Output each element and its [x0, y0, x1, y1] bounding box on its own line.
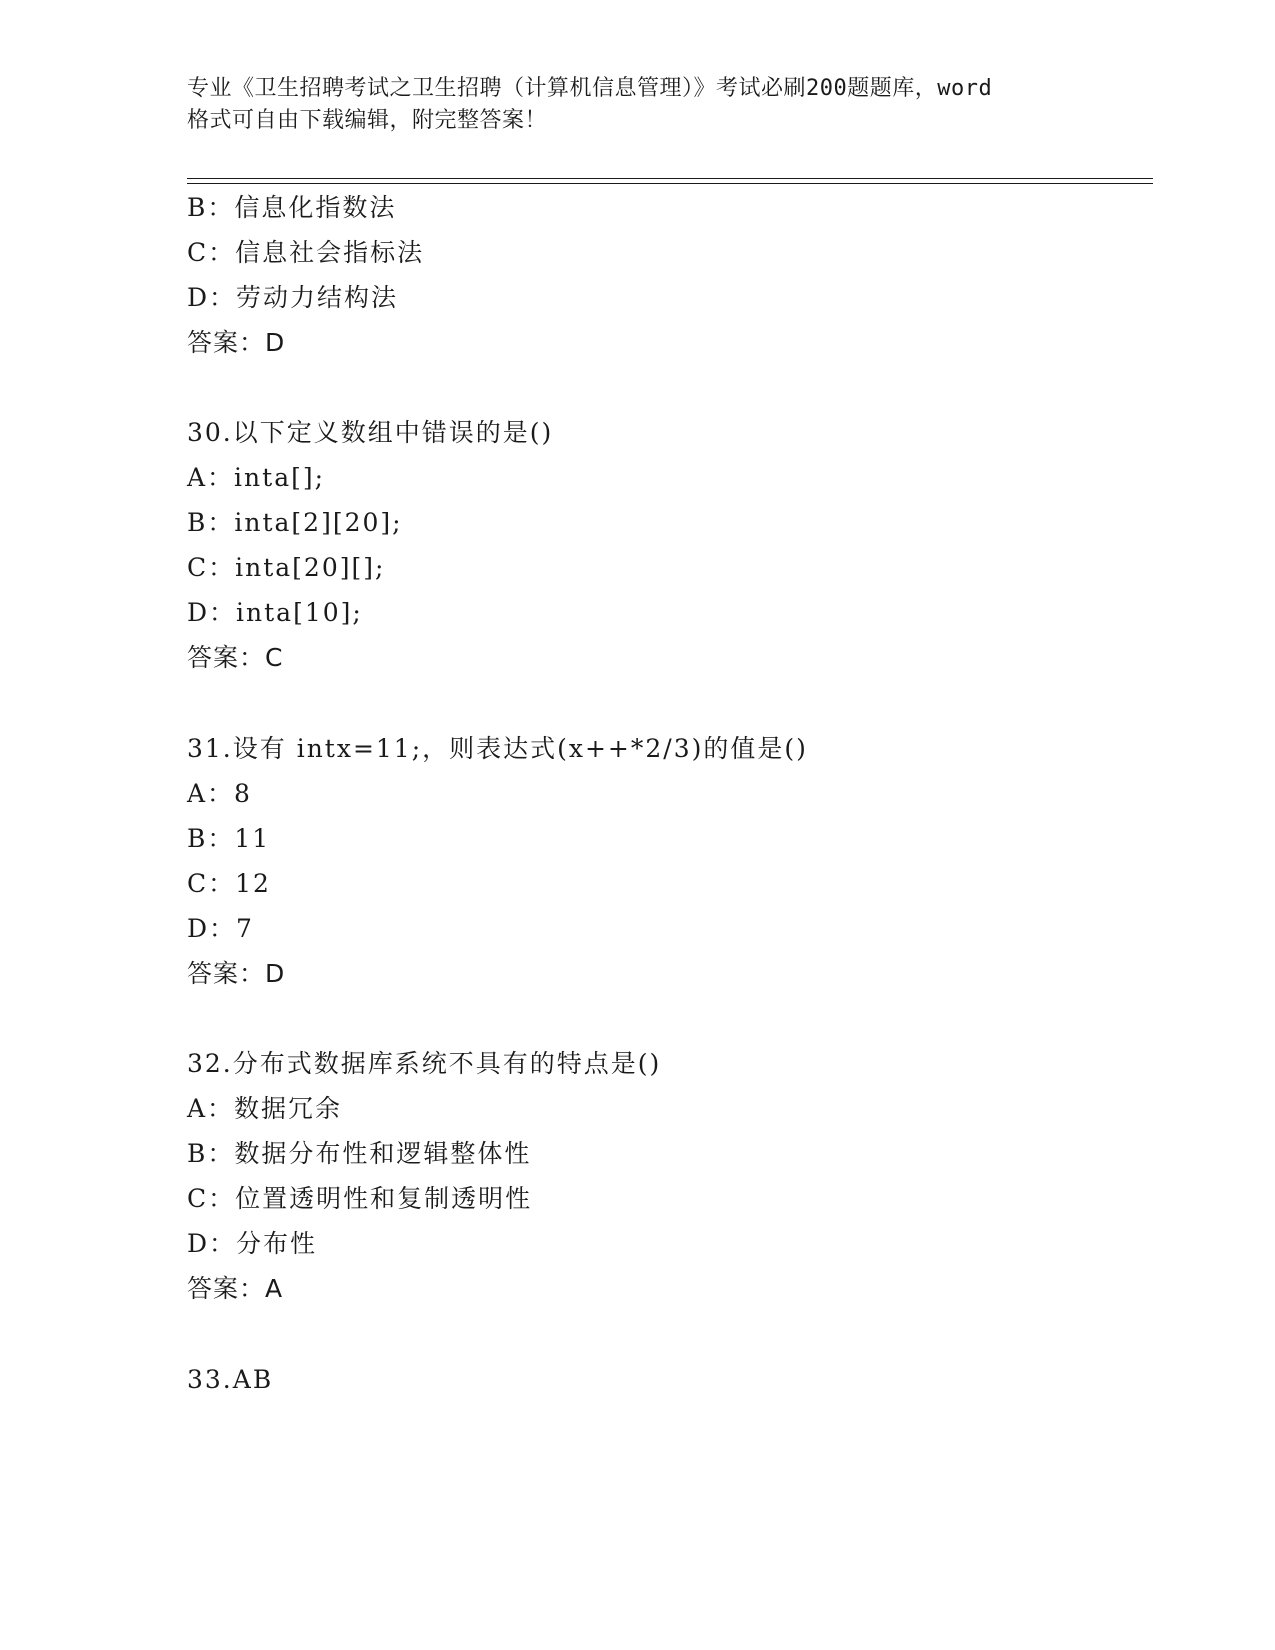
q31-option-b: B：11 — [187, 824, 271, 853]
document-header — [187, 73, 1087, 137]
header-line-1: 专业《卫生招聘考试之卫生招聘（计算机信息管理）》考试必刷200题题库，word — [187, 76, 993, 101]
q31-answer: 答案：D — [187, 959, 286, 988]
header-divider-top — [187, 178, 1153, 179]
q31-option-d: D：7 — [187, 914, 254, 943]
q32-option-d: D：分布性 — [187, 1229, 318, 1258]
q29-option-d: D：劳动力结构法 — [187, 283, 399, 312]
q32-answer: 答案：A — [187, 1274, 284, 1303]
q30-question: 30.以下定义数组中错误的是() — [187, 418, 554, 447]
q30-option-c: C：inta[20][]; — [187, 553, 386, 582]
q32-option-a: A：数据冗余 — [187, 1094, 343, 1123]
q30-option-b: B：inta[2][20]; — [187, 508, 403, 537]
q32-option-b: B：数据分布性和逻辑整体性 — [187, 1139, 532, 1168]
q31-option-a: A：8 — [187, 779, 252, 808]
q33-question: 33.AB — [187, 1365, 274, 1394]
q29-option-c: C：信息社会指标法 — [187, 238, 425, 267]
q31-option-c: C：12 — [187, 869, 271, 898]
q30-option-a: A：inta[]; — [187, 463, 326, 492]
q30-option-d: D：inta[10]; — [187, 598, 363, 627]
q29-option-b: B：信息化指数法 — [187, 193, 397, 222]
q29-answer: 答案：D — [187, 328, 286, 357]
q32-question: 32.分布式数据库系统不具有的特点是() — [187, 1049, 662, 1078]
header-divider-bottom — [187, 183, 1153, 184]
q31-question: 31.设有 intx=11;，则表达式(x++*2/3)的值是() — [187, 734, 808, 763]
header-line-2: 格式可自由下载编辑，附完整答案！ — [187, 108, 548, 133]
q30-answer: 答案：C — [187, 643, 284, 672]
q32-option-c: C：位置透明性和复制透明性 — [187, 1184, 533, 1213]
